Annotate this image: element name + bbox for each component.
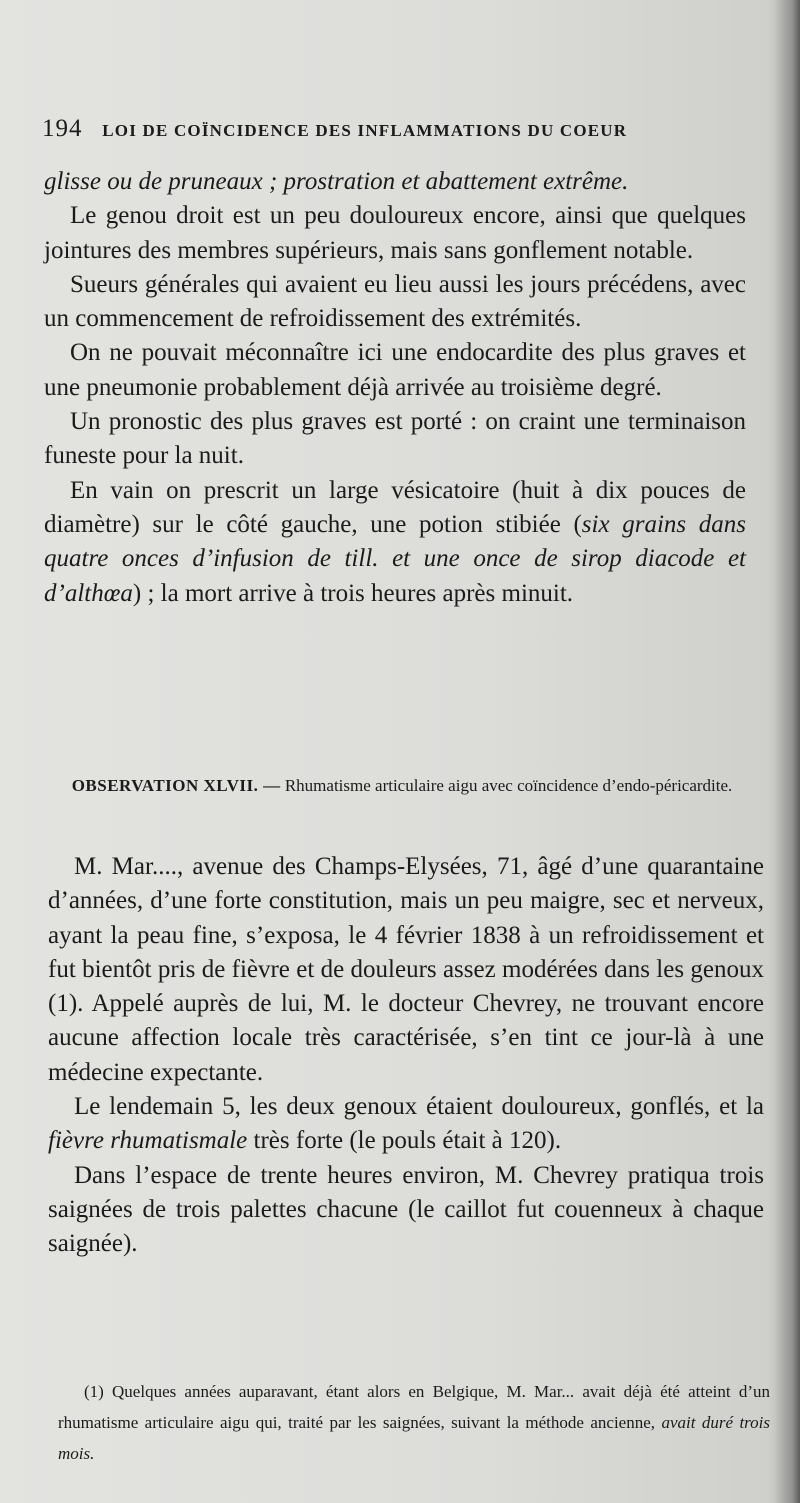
observation-heading (66, 773, 738, 799)
footnote (58, 1376, 770, 1469)
page-edge-shadow (774, 0, 800, 1503)
paragraph: Sueurs générales qui avaient eu lieu aussi les jours précédens, avec un commencement de refroidissement des extrémités. (44, 270, 746, 333)
observation-label: OBSERVATION XLVII. — (71, 776, 281, 795)
observation-title: Rhumatisme articulaire aigu avec coïncidence d’endo-péricardite. (284, 776, 733, 795)
paragraph-continuation (44, 165, 746, 199)
paragraph: M. Mar...., avenue des Champs-Elysées, 71, âgé d’une quarantaine d’années, d’une forte constitution, mais un peu maigre, sec et nerveux, ayant la peau fine, s’exposa, le 4 février 1838 à un refroidissement et fut bientôt pris de fièvre et de douleurs assez modérées dans les genoux (1). Appelé auprès de lui, M. le docteur Chevrey, ne trouvant encore aucune affection locale très caractérisée, s’en tint ce jour-là à une médecine expectante. (48, 853, 764, 1086)
text-block-observation (48, 850, 764, 1262)
italic-text: avait duré trois mois. (58, 1413, 770, 1463)
footnote-text (58, 1376, 770, 1469)
text-span: ) ; la mort arrive à trois heures après minuit. (132, 579, 574, 607)
italic-text: fièvre rhumatismale (48, 1127, 248, 1155)
text-span: très forte (le pouls était à 120). (247, 1127, 562, 1155)
running-title: LOI DE COÏNCIDENCE DES INFLAMMATIONS DU COEUR (102, 121, 628, 140)
paragraph (48, 1090, 764, 1159)
paragraph: Dans l’espace de trente heures environ, M. Chevrey pratiqua trois saignées de trois palettes chacune (le caillot fut couenneux à chaque saignée). (48, 1161, 764, 1258)
paragraph: Un pronostic des plus graves est porté : on craint une terminaison funeste pour la nuit. (44, 408, 746, 470)
paragraph-prescription (44, 474, 746, 611)
italic-text: glisse ou de pruneaux ; prostration et abattement extrême. (44, 168, 629, 195)
running-header (42, 115, 742, 143)
italic-text: six grains dans quatre onces d’infusion de till. et une once de sirop diacode et d’althœa (44, 510, 746, 607)
paragraph: On ne pouvait méconnaître ici une endocardite des plus graves et une pneumonie probablement déjà arrivée au troisième degré. (44, 339, 746, 401)
text-span: En vain on prescrit un large vésicatoire (huit à dix pouces de diamètre) sur le côté gauche, une potion stibiée ( (44, 476, 746, 538)
paragraph: Le genou droit est un peu douloureux encore, ainsi que quelques jointures des membres supérieurs, mais sans gonflement notable. (44, 202, 746, 264)
text-block-first (44, 165, 746, 611)
text-span: (1) Quelques années auparavant, étant alors en Belgique, M. Mar... avait déjà été atteint d’un rhumatisme articulaire aigu qui, traité par les saignées, suivant la méthode ancienne, (58, 1382, 770, 1432)
page-number: 194 (42, 115, 83, 142)
text-span: Le lendemain 5, les deux genoux étaient douloureux, gonflés, et la (74, 1093, 764, 1121)
